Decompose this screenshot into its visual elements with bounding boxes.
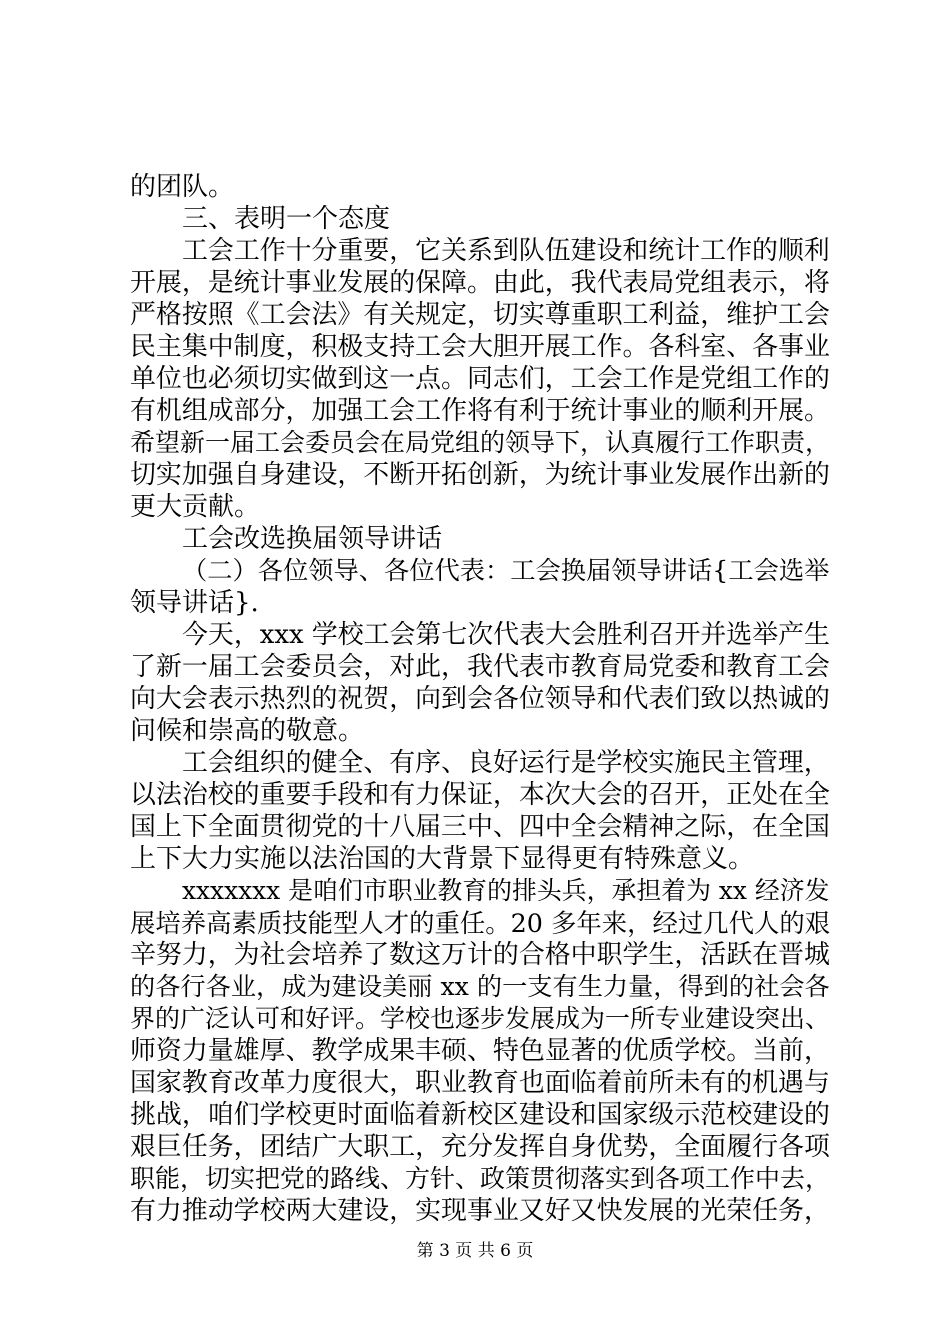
- page-footer: 第 3 页 共 6 页: [416, 1241, 534, 1261]
- text-line: 以法治校的重要手段和有力保证，本次大会的召开，正处在全: [130, 780, 830, 810]
- text-line: 国上下全面贯彻党的十八届三中、四中全会精神之际，在全国: [130, 812, 830, 842]
- text-line: 今天，xxx 学校工会第七次代表大会胜利召开并选举产生: [182, 620, 830, 650]
- text-line: 的各行各业，成为建设美丽 xx 的一支有生力量，得到的社会各: [130, 972, 830, 1001]
- text-line: 的团队。: [130, 172, 235, 202]
- text-line: 问候和崇高的敬意。: [130, 716, 365, 746]
- text-line: 开展，是统计事业发展的保障。由此，我代表局党组表示，将: [130, 268, 830, 298]
- text-line: 职能，切实把党的路线、方针、政策贯彻落实到各项工作中去，: [130, 1164, 831, 1193]
- text-line: 工会工作十分重要，它关系到队伍建设和统计工作的顺利: [182, 236, 830, 266]
- text-line: 严格按照《工会法》有关规定，切实尊重职工利益，维护工会: [130, 300, 830, 330]
- text-line: 有力推动学校两大建设，实现事业又好又快发展的光荣任务，: [130, 1196, 830, 1226]
- text-line: 有机组成部分，加强工会工作将有利于统计事业的顺利开展。: [130, 396, 830, 426]
- text-line: 工会改选换届领导讲话: [182, 524, 443, 554]
- text-line: 国家教育改革力度很大，职业教育也面临着前所未有的机遇与: [130, 1068, 830, 1098]
- text-line: （二）各位领导、各位代表：工会换届领导讲话{工会选举: [182, 556, 830, 585]
- text-line: 辛努力，为社会培养了数这万计的合格中职学生，活跃在晋城: [130, 940, 830, 970]
- text-line: 三、表明一个态度: [182, 204, 391, 234]
- text-line: 民主集中制度，积极支持工会大胆开展工作。各科室、各事业: [130, 332, 830, 362]
- text-line: 上下大力实施以法治国的大背景下显得更有特殊意义。: [130, 844, 755, 874]
- text-line: 展培养高素质技能型人才的重任。20 多年来，经过几代人的艰: [130, 908, 831, 938]
- text-line: 希望新一届工会委员会在局党组的领导下，认真履行工作职责，: [130, 428, 831, 457]
- text-line: 工会组织的健全、有序、良好运行是学校实施民主管理，: [182, 748, 830, 778]
- text-line: 单位也必须切实做到这一点。同志们，工会工作是党组工作的: [130, 364, 830, 394]
- text-line: 师资力量雄厚、教学成果丰硕、特色显著的优质学校。当前，: [130, 1036, 830, 1066]
- text-line: 了新一届工会委员会，对此，我代表市教育局党委和教育工会: [130, 652, 830, 682]
- text-line: 艰巨任务，团结广大职工，充分发挥自身优势，全面履行各项: [130, 1132, 830, 1162]
- text-line: 挑战，咱们学校更时面临着新校区建设和国家级示范校建设的: [130, 1100, 830, 1130]
- text-line: 领导讲话}.: [130, 588, 259, 618]
- text-line: 向大会表示热烈的祝贺，向到会各位领导和代表们致以热诚的: [130, 684, 830, 714]
- document-body: [130, 171, 830, 1227]
- text-line: xxxxxxx 是咱们市职业教育的排头兵，承担着为 xx 经济发: [182, 876, 830, 905]
- text-line: 更大贡献。: [130, 492, 261, 522]
- text-line: 界的广泛认可和好评。学校也逐步发展成为一所专业建设突出、: [130, 1004, 831, 1033]
- text-line: 切实加强自身建设，不断开拓创新，为统计事业发展作出新的: [130, 460, 830, 490]
